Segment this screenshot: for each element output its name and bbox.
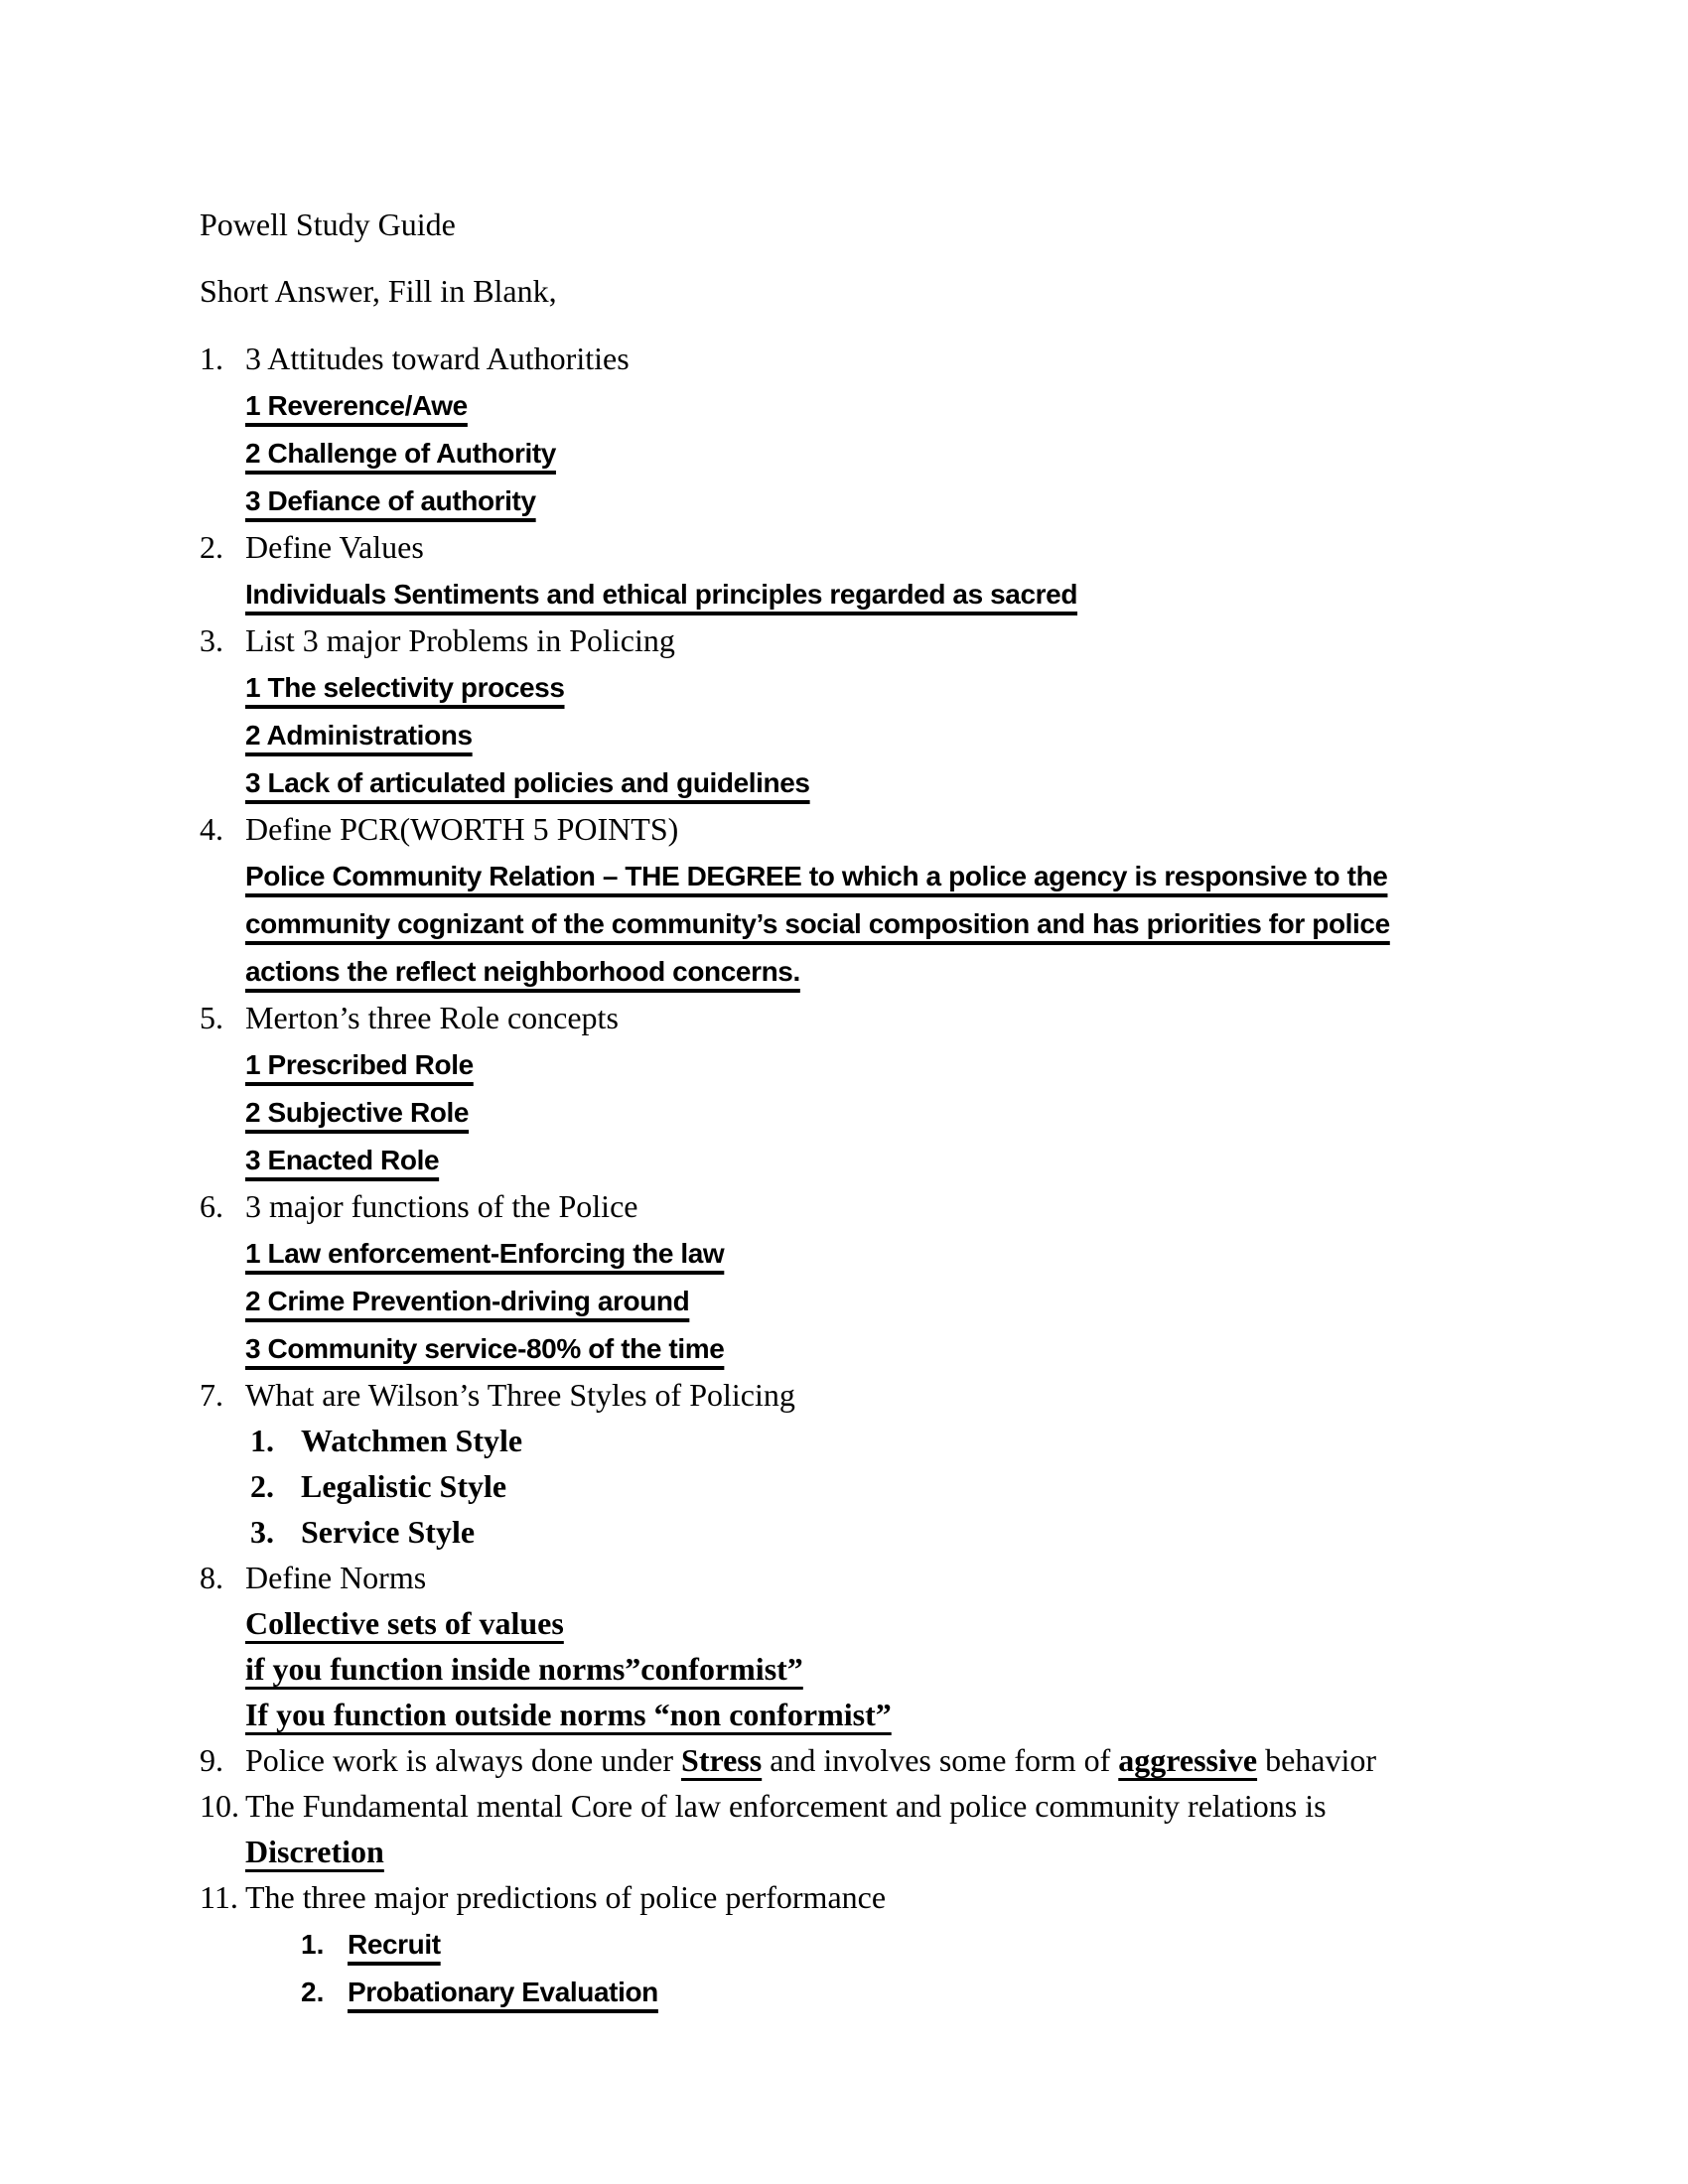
question-line: [0, 524, 1688, 570]
item-number: 3.: [200, 622, 223, 658]
question-line: [0, 617, 1688, 663]
question-line: [0, 1737, 1688, 1783]
item-number: 5.: [200, 1000, 223, 1035]
list-item: [0, 1783, 1688, 1874]
answer-text: 2 Challenge of Authority: [245, 438, 556, 469]
answer-text: 2 Crime Prevention-driving around: [245, 1286, 690, 1316]
question-segment: The Fundamental mental Core of law enforcement and police community relations is: [245, 1788, 1327, 1824]
answer-text: 1 Reverence/Awe: [245, 390, 468, 421]
answer-text: Police Community Relation – THE DEGREE to which a police agency is responsive to the: [245, 861, 1388, 891]
answer-text: Probationary Evaluation: [348, 1977, 658, 2007]
answer-text: 3 Defiance of authority: [245, 485, 536, 516]
answer-text: Individuals Sentiments and ethical principles regarded as sacred: [245, 579, 1078, 610]
item-number: 11.: [200, 1879, 238, 1915]
answer-text: 3 Community service-80% of the time: [245, 1333, 725, 1364]
answer-line: [0, 852, 1688, 899]
item-number: 9.: [200, 1742, 223, 1778]
answer-text: if you function inside norms”conformist”: [245, 1651, 803, 1687]
answer-text: Service Style: [301, 1514, 476, 1550]
sub-item-number: 1.: [301, 1929, 325, 1960]
inline-answer-segment: aggressive: [1118, 1742, 1258, 1778]
question-text: [245, 811, 678, 847]
question-text: [245, 1000, 619, 1035]
answer-line: [0, 1324, 1688, 1372]
answer-text: Collective sets of values: [245, 1605, 564, 1641]
answer-line: [0, 570, 1688, 617]
question-segment: 3 Attitudes toward Authorities: [245, 341, 630, 376]
answer-line: [0, 711, 1688, 758]
question-text: [245, 1188, 637, 1224]
list-item: [0, 524, 1688, 617]
answer-text: 1 The selectivity process: [245, 672, 565, 703]
answer-line: [0, 1418, 1688, 1463]
answer-line: [0, 1509, 1688, 1555]
answer-text: 1 Law enforcement-Enforcing the law: [245, 1238, 725, 1269]
question-text: [245, 622, 675, 658]
answer-text: Watchmen Style: [301, 1423, 523, 1458]
answer-line: [0, 1829, 1688, 1874]
question-segment: What are Wilson’s Three Styles of Policing: [245, 1377, 795, 1413]
sub-item-number: 3.: [250, 1514, 274, 1550]
answer-line: [0, 1088, 1688, 1136]
answer-line: [0, 429, 1688, 477]
list-item: [0, 336, 1688, 524]
question-line: [0, 995, 1688, 1040]
document-subtitle: Short Answer, Fill in Blank,: [200, 273, 557, 309]
answer-line: [0, 381, 1688, 429]
sub-item-number: 1.: [250, 1423, 274, 1458]
item-number: 2.: [200, 529, 223, 565]
answer-line: [0, 1600, 1688, 1646]
question-segment: Police work is always done under: [245, 1742, 682, 1778]
answer-line: [0, 947, 1688, 995]
question-segment: and involves some form of: [762, 1742, 1119, 1778]
answer-line: [0, 663, 1688, 711]
answer-text: 3 Enacted Role: [245, 1145, 440, 1175]
question-segment: Define Values: [245, 529, 424, 565]
item-number: 6.: [200, 1188, 223, 1224]
question-line: [0, 336, 1688, 381]
question-segment: The three major predictions of police performance: [245, 1879, 887, 1915]
question-line: [0, 806, 1688, 852]
list-item: [0, 1874, 1688, 2015]
question-text: [245, 1377, 795, 1413]
answer-text: Legalistic Style: [301, 1468, 507, 1504]
question-line: [0, 1783, 1688, 1829]
answer-text: 3 Lack of articulated policies and guidelines: [245, 767, 810, 798]
question-text: [245, 341, 630, 376]
list-item: [0, 1737, 1688, 1783]
item-number: 1.: [200, 341, 223, 376]
question-list: [0, 336, 1688, 2015]
question-text: [245, 1788, 1327, 1824]
question-line: [0, 1555, 1688, 1600]
question-line: [0, 1372, 1688, 1418]
answer-line: [0, 477, 1688, 524]
question-text: [245, 1879, 886, 1915]
question-line: [0, 1183, 1688, 1229]
answer-text: 2 Administrations: [245, 720, 473, 751]
question-segment: Merton’s three Role concepts: [245, 1000, 619, 1035]
answer-line: [0, 1920, 1688, 1968]
item-number: 7.: [200, 1377, 223, 1413]
answer-line: [0, 1040, 1688, 1088]
question-segment: Define Norms: [245, 1560, 427, 1595]
answer-text: 1 Prescribed Role: [245, 1049, 474, 1080]
question-segment: Define PCR(WORTH 5 POINTS): [245, 811, 679, 847]
answer-line: [0, 1229, 1688, 1277]
answer-text: If you function outside norms “non conformist”: [245, 1697, 892, 1732]
answer-line: [0, 1968, 1688, 2015]
question-text: [245, 1560, 426, 1595]
answer-line: [0, 1277, 1688, 1324]
answer-text: 2 Subjective Role: [245, 1097, 470, 1128]
list-item: [0, 1372, 1688, 1555]
inline-answer-segment: Stress: [681, 1742, 763, 1778]
sub-item-number: 2.: [250, 1468, 274, 1504]
list-item: [0, 617, 1688, 806]
answer-line: [0, 1463, 1688, 1509]
answer-text: community cognizant of the community’s social composition and has priorities for police: [245, 908, 1390, 939]
question-segment: 3 major functions of the Police: [245, 1188, 638, 1224]
answer-line: [0, 1136, 1688, 1183]
item-number: 8.: [200, 1560, 223, 1595]
question-line: [0, 1874, 1688, 1920]
sub-item-number: 2.: [301, 1977, 325, 2007]
item-number: 10.: [200, 1788, 239, 1824]
question-text: [245, 1742, 1376, 1778]
list-item: [0, 806, 1688, 995]
document-title: Powell Study Guide: [200, 206, 456, 242]
list-item: [0, 995, 1688, 1183]
question-segment: List 3 major Problems in Policing: [245, 622, 675, 658]
answer-text: Discretion: [245, 1834, 384, 1869]
list-item: [0, 1555, 1688, 1737]
answer-line: [0, 899, 1688, 947]
question-text: [245, 529, 424, 565]
question-segment: behavior: [1257, 1742, 1377, 1778]
answer-text: Recruit: [348, 1929, 441, 1960]
answer-text: actions the reflect neighborhood concerns.: [245, 956, 800, 987]
list-item: [0, 1183, 1688, 1372]
answer-line: [0, 758, 1688, 806]
answer-line: [0, 1646, 1688, 1692]
item-number: 4.: [200, 811, 223, 847]
answer-line: [0, 1692, 1688, 1737]
